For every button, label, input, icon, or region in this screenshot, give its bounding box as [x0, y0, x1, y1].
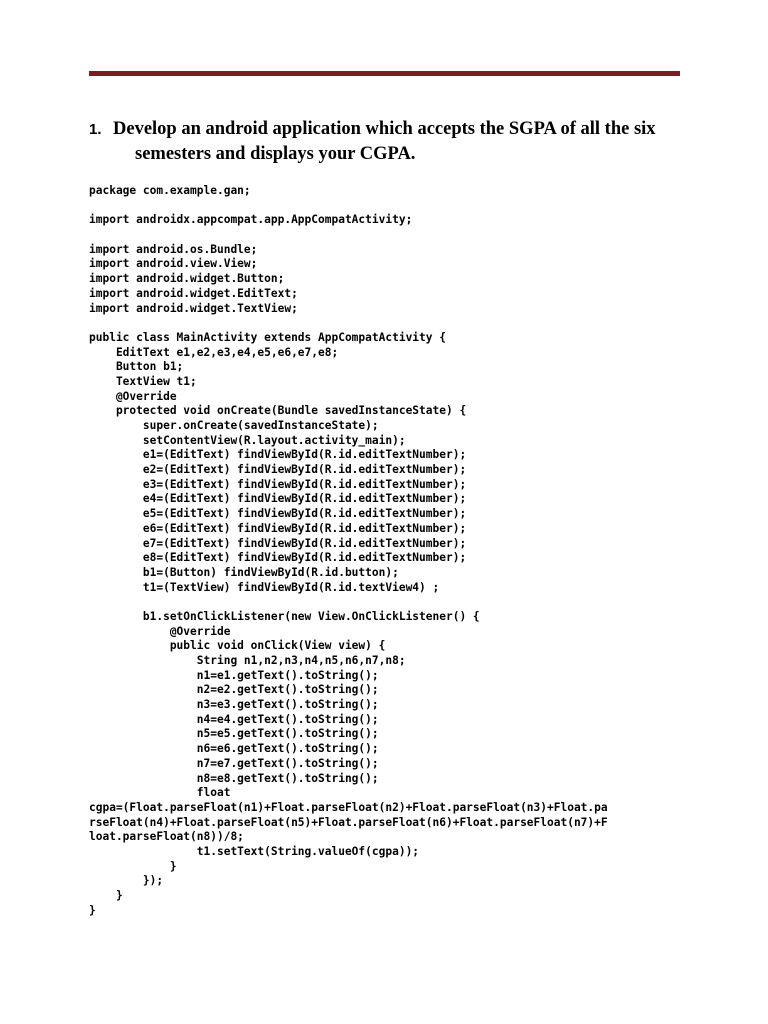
- code-line: e7=(EditText) findViewById(R.id.editTextNumber);: [89, 536, 467, 550]
- code-line: n6=e6.getText().toString();: [89, 742, 379, 756]
- code-line: Button b1;: [89, 360, 184, 374]
- code-line: b1.setOnClickListener(new View.OnClickListener() {: [89, 609, 480, 623]
- code-line: n3=e3.getText().toString();: [89, 698, 379, 712]
- code-line: package com.example.gan;: [89, 184, 251, 197]
- code-block: [89, 184, 689, 918]
- code-line: }: [89, 903, 96, 917]
- code-line: });: [89, 874, 164, 888]
- code-line: e6=(EditText) findViewById(R.id.editTextNumber);: [89, 521, 467, 535]
- question-line-2: semesters and displays your CGPA.: [135, 144, 416, 164]
- code-line: n2=e2.getText().toString();: [89, 683, 379, 697]
- question-line-1: [89, 117, 689, 142]
- question: [89, 117, 689, 166]
- code-line: n7=e7.getText().toString();: [89, 756, 379, 770]
- code-line: @Override: [89, 389, 177, 403]
- code-line: protected void onCreate(Bundle savedInstanceState) {: [89, 404, 467, 418]
- code-line: TextView t1;: [89, 374, 197, 388]
- code-line: }: [89, 859, 177, 873]
- question-number: 1.: [89, 121, 102, 138]
- code-line: setContentView(R.layout.activity_main);: [89, 433, 406, 447]
- code-line: String n1,n2,n3,n4,n5,n6,n7,n8;: [89, 654, 406, 667]
- code-line: b1=(Button) findViewById(R.id.button);: [89, 565, 399, 579]
- code-line: loat.parseFloat(n8))/8;: [89, 830, 244, 844]
- code-line: n1=e1.getText().toString();: [89, 668, 379, 682]
- code-line: t1.setText(String.valueOf(cgpa));: [89, 844, 420, 858]
- code-line: t1=(TextView) findViewById(R.id.textView4) ;: [89, 580, 440, 594]
- code-line: [89, 595, 689, 610]
- code-line: import androidx.appcompat.app.AppCompatActivity;: [89, 213, 413, 227]
- code-line: public class MainActivity extends AppCompatActivity {: [89, 330, 446, 344]
- code-line: public void onClick(View view) {: [89, 639, 386, 653]
- code-line: e3=(EditText) findViewById(R.id.editTextNumber);: [89, 477, 467, 491]
- code-line: e5=(EditText) findViewById(R.id.editTextNumber);: [89, 507, 467, 521]
- code-line: import android.widget.Button;: [89, 272, 285, 286]
- code-line: @Override: [89, 624, 231, 638]
- code-line: float: [89, 786, 231, 800]
- code-line: e1=(EditText) findViewById(R.id.editTextNumber);: [89, 448, 467, 462]
- question-text-1: Develop an android application which accepts the SGPA of all the six: [113, 119, 656, 139]
- code-line: n5=e5.getText().toString();: [89, 727, 379, 741]
- code-line: [89, 316, 689, 331]
- code-line: n8=e8.getText().toString();: [89, 771, 379, 785]
- code-line: super.onCreate(savedInstanceState);: [89, 419, 379, 432]
- code-line: rseFloat(n4)+Float.parseFloat(n5)+Float.parseFloat(n6)+Float.parseFloat(n7)+F: [89, 815, 608, 829]
- code-line: import android.widget.EditText;: [89, 286, 298, 300]
- code-line: import android.os.Bundle;: [89, 242, 258, 256]
- code-line: cgpa=(Float.parseFloat(n1)+Float.parseFloat(n2)+Float.parseFloat(n3)+Float.pa: [89, 800, 608, 814]
- code-line: [89, 199, 689, 214]
- code-line: e4=(EditText) findViewById(R.id.editTextNumber);: [89, 492, 467, 506]
- code-line: e2=(EditText) findViewById(R.id.editTextNumber);: [89, 463, 467, 477]
- code-line: import android.widget.TextView;: [89, 301, 298, 315]
- code-line: import android.view.View;: [89, 257, 258, 271]
- code-line: n4=e4.getText().toString();: [89, 712, 379, 726]
- code-line: [89, 228, 689, 243]
- header-rule: [89, 71, 680, 76]
- code-line: e8=(EditText) findViewById(R.id.editTextNumber);: [89, 551, 467, 565]
- code-line: EditText e1,e2,e3,e4,e5,e6,e7,e8;: [89, 345, 339, 359]
- code-line: }: [89, 889, 123, 902]
